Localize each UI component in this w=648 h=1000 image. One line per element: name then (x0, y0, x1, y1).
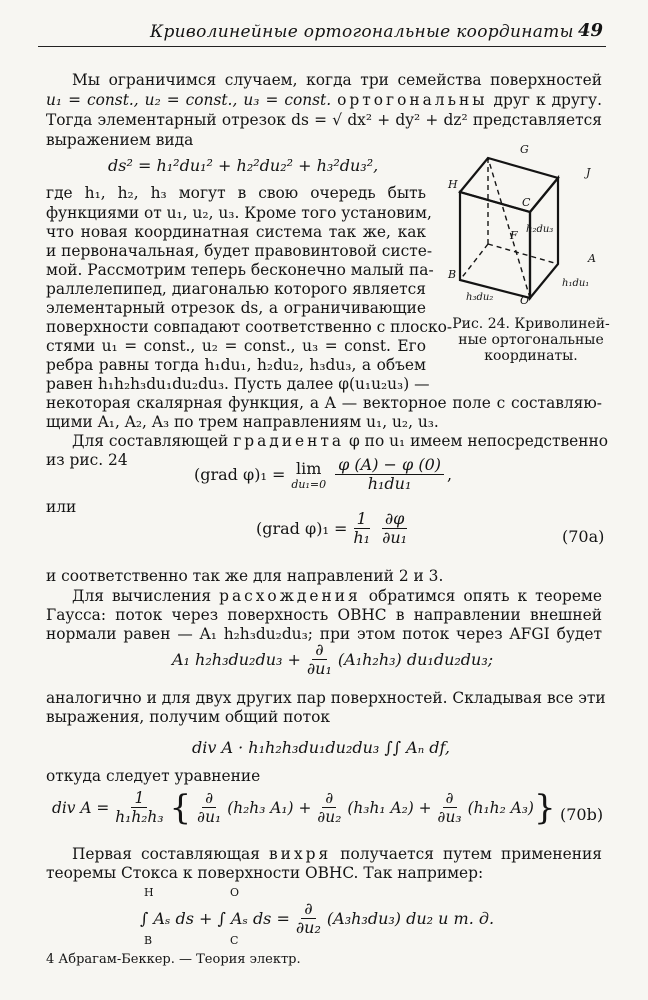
front-face (460, 192, 530, 298)
text-line: и первоначальная, будет правовинтовой систе- (46, 242, 433, 260)
equation-grad: (grad φ)₁ = $\frac{1}{\text{h₁}}$ $\frac{\partial\varphi}{\text{∂u₁}}$ (256, 509, 408, 547)
text-line: выражением вида (46, 131, 194, 149)
text-line: равен h₁h₂h₃du₁du₂du₃. Пусть далее φ(u₁u₂u₃) — (46, 375, 430, 393)
text-line: Мы ограничимся случаем, когда три семейства поверхностей (72, 71, 602, 89)
label-F: F (510, 229, 518, 242)
equation-flux: A₁ h₂h₃du₂du₃ + $\frac{\partial}{\text{∂u₁}}$ (A₁h₂h₃) du₁du₂du₃; (172, 640, 494, 678)
equation-ds: ds² = h₁²du₁² + h₂²du₂² + h₃²du₃², (108, 156, 379, 175)
label-h3du2: h₃du₂ (466, 292, 494, 303)
text-line: элементарный отрезок ds, а ограничивающие (46, 299, 426, 317)
side-face (530, 178, 558, 298)
label-h2du3: h₂du₃ (526, 224, 554, 235)
label-J: J (586, 166, 591, 179)
header-rule (38, 46, 606, 47)
label-h1du1: h₁du₁ (562, 278, 590, 289)
text-line: u₁ = const., u₂ = const., u₃ = const. ортогональны друг к другу. (46, 91, 602, 109)
stokes-limit-B: B (144, 934, 153, 947)
footer-signature: 4 Абрагам-Беккер. — Теория электр. (46, 952, 301, 967)
text-line: ребра равны тогда h₁du₁, h₂du₂, h₃du₃, а объем (46, 356, 426, 374)
text-line: Для вычисления расхождения обратимся опять к теореме (72, 587, 603, 605)
text-line: теоремы Стокса к поверхности OBHC. Так например: (46, 864, 484, 882)
label-O: O (520, 294, 530, 307)
label-G: G (520, 143, 529, 156)
text-line: что новая координатная система так же, как (46, 223, 426, 241)
label-B: B (448, 268, 457, 281)
stokes-limit-H: H (144, 886, 154, 899)
label-H: H (448, 178, 458, 191)
text-line: Тогда элементарный отрезок ds = √ dx² + dy² + dz² представляется (46, 111, 602, 129)
text-line: из рис. 24 (46, 451, 128, 469)
text-line: и соответственно так же для направлений 2 и 3. (46, 567, 444, 585)
hidden-edge (488, 244, 558, 264)
text-line: или (46, 498, 77, 516)
text-line: нормали равен — A₁ h₂h₃du₂du₃; при этом поток через AFGI будет (46, 625, 602, 643)
top-face (460, 158, 558, 212)
text-line: где h₁, h₂, h₃ могут в свою очередь быть (46, 184, 426, 202)
text-line: Первая составляющая вихря получается путем применения (72, 845, 602, 863)
running-header: Криволинейные ортогональные координаты (150, 22, 574, 42)
text-line: функциями от u₁, u₂, u₃. Кроме того установим, (46, 204, 432, 222)
parallelepiped-figure (430, 140, 620, 310)
page-number: 49 (578, 20, 604, 41)
text-line: мой. Рассмотрим теперь бесконечно малый па- (46, 261, 434, 279)
label-A: A (588, 252, 596, 265)
equation-divergence: div A = $\frac{1}{\text{h₁h₂h₃}}$ { $\frac{\partial}{\text{∂u₁}}$ (h₂h₃ A₁) + $\frac{\partial}{\text{∂u₂}}$ (h₃h₁ A₂) + $\frac{\partial}{\text{∂u₃}}$ (h₁h₂ A₃) } (52, 787, 556, 828)
text-line: аналогично и для двух других пар поверхностей. Складывая все эти (46, 689, 606, 707)
text-line: выражения, получим общий поток (46, 708, 331, 726)
stokes-limit-C: C (230, 934, 239, 947)
stokes-limit-O: O (230, 886, 240, 899)
equation-div-flux: div A · h₁h₂h₃du₁du₂du₃ ∫∫ Aₙ df, (192, 738, 450, 757)
text-line: стями u₁ = const., u₂ = const., u₃ = const. Его (46, 337, 426, 355)
diagonal-ds (488, 158, 530, 298)
figure-caption: Рис. 24. Криволиней- ные ортогональные координаты. (452, 316, 610, 364)
label-C: C (522, 196, 531, 209)
equation-number-70a: (70a) (562, 527, 605, 546)
text-line: некоторая скалярная функция, а A — векторное поле с составляю- (46, 394, 602, 412)
text-line: Гаусса: поток через поверхность OBHC в направлении внешней (46, 606, 602, 624)
equation-number-70b: (70b) (560, 805, 604, 824)
hidden-edge (460, 244, 488, 280)
text-line: раллелепипед, диагональю которого является (46, 280, 426, 298)
text-line: поверхности совпадают соответственно с плоско- (46, 318, 453, 336)
text-line: Для составляющей градиента φ по u₁ имеем непосредственно (72, 432, 609, 450)
text-line: щими A₁, A₂, A₃ по трем направлениям u₁, u₂, u₃. (46, 413, 439, 431)
text-line: откуда следует уравнение (46, 767, 261, 785)
equation-grad-limit: (grad φ)₁ = lim du₁=0 $\frac{\varphi (A) - \varphi (0)}{\text{h₁du₁}}$ , (194, 455, 453, 493)
equation-stokes: ∫ Aₛ ds + ∫ Aₛ ds = $\frac{\partial}{\text{∂u₂}}$ (A₃h₃du₃) du₂ и т. д. (140, 899, 495, 937)
